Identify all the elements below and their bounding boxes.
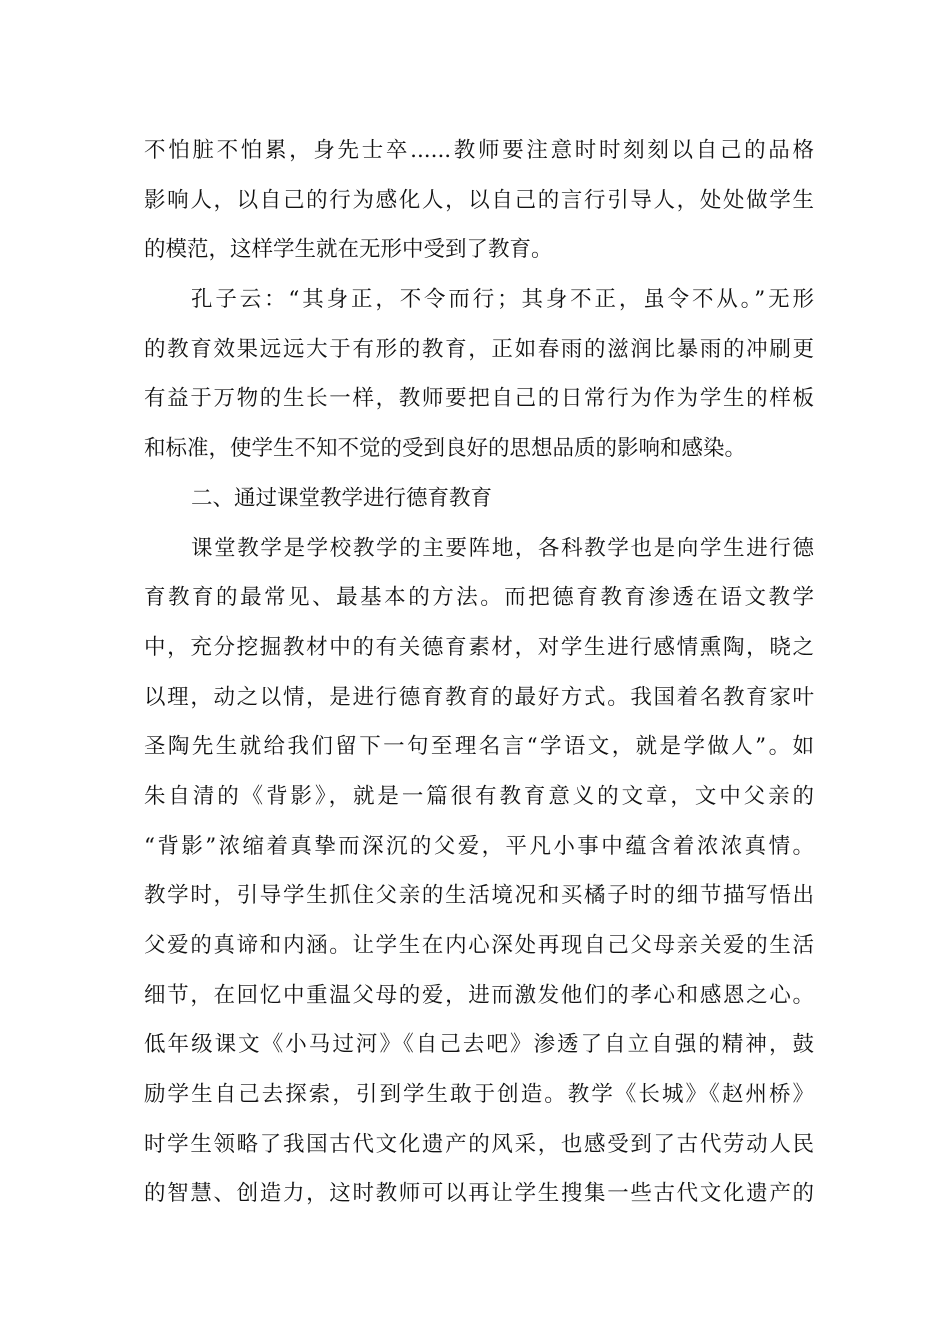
text-line: 的模范，这样学生就在无形中受到了教育。 (144, 237, 553, 263)
text-line: “背影”浓缩着真挚而深沉的父爱，平凡小事中蕴含着浓浓真情。 (144, 833, 814, 859)
text-line: 父爱的真谛和内涵。让学生在内心深处再现自己父母亲关爱的生活 (144, 933, 814, 958)
section-heading: 二、通过课堂教学进行德育教育 (191, 485, 493, 511)
text-line: 教学时，引导学生抓住父亲的生活境况和买橘子时的细节描写悟出 (144, 883, 814, 909)
text-line: 课堂教学是学校教学的主要阵地，各科教学也是向学生进行德 (191, 535, 814, 561)
text-line: 励学生自己去探索，引到学生敢于创造。教学《长城》《赵州桥》 (144, 1082, 814, 1108)
text-line: 有益于万物的生长一样，教师要把自己的日常行为作为学生的样板 (144, 386, 814, 412)
text-line: 和标准，使学生不知不觉的受到良好的思想品质的影响和感染。 (144, 436, 747, 462)
text-line: 不怕脏不怕累，身先士卒......教师要注意时时刻刻以自己的品格 (144, 138, 814, 163)
text-line: 中，充分挖掘教材中的有关德育素材，对学生进行感情熏陶，晓之 (144, 634, 814, 660)
text-line: 时学生领略了我国古代文化遗产的风采，也感受到了古代劳动人民 (144, 1131, 814, 1157)
text-line: 影响人，以自己的行为感化人，以自己的言行引导人，处处做学生 (144, 187, 814, 213)
text-line: 的教育效果远远大于有形的教育，正如春雨的滋润比暴雨的冲刷更 (144, 336, 814, 362)
text-line: 孔子云：“其身正，不令而行；其身不正，虽令不从。”无形 (191, 287, 814, 313)
text-line: 圣陶先生就给我们留下一句至理名言“学语文，就是学做人”。如 (144, 734, 814, 760)
body-text (144, 126, 814, 1219)
text-line: 育教育的最常见、最基本的方法。而把德育教育渗透在语文教学 (144, 585, 814, 611)
text-line: 的智慧、创造力，这时教师可以再让学生搜集一些古代文化遗产的 (144, 1181, 814, 1207)
text-line: 朱自清的《背影》，就是一篇很有教育意义的文章，文中父亲的 (144, 783, 814, 809)
text-line: 低年级课文《小马过河》《自己去吧》渗透了自立自强的精神，鼓 (144, 1032, 814, 1058)
text-line: 细节，在回忆中重温父母的爱，进而激发他们的孝心和感恩之心。 (144, 982, 814, 1008)
text-line: 以理，动之以情，是进行德育教育的最好方式。我国着名教育家叶 (144, 684, 814, 710)
